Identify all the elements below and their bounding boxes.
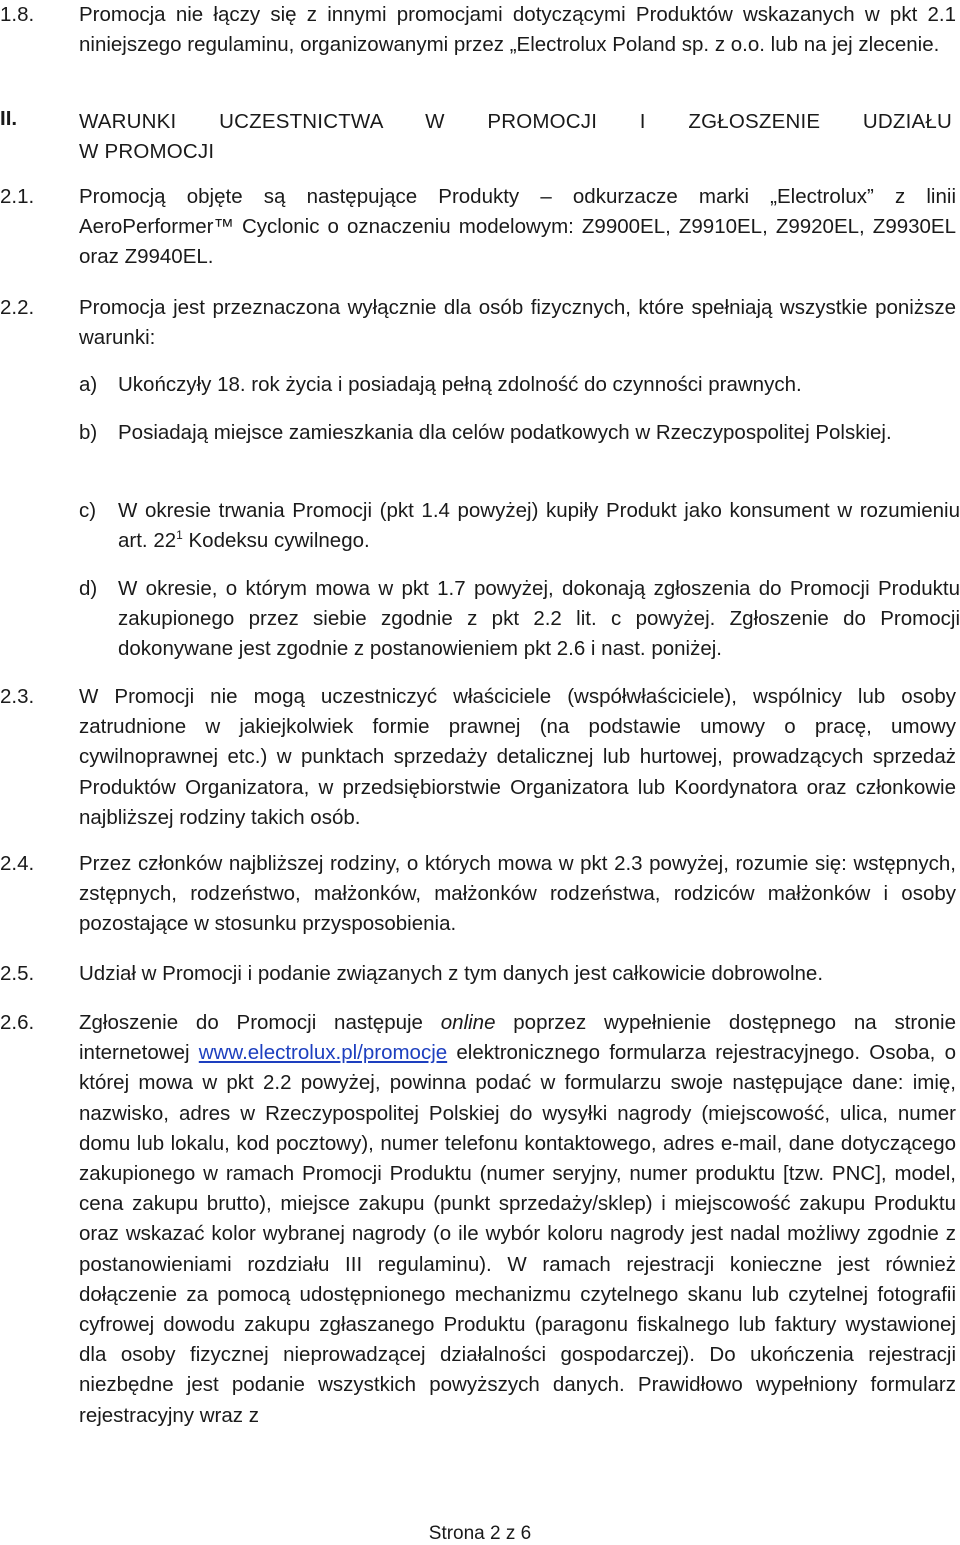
- section-number: 1.8.: [0, 3, 35, 26]
- section-number: 2.4.: [0, 852, 35, 875]
- section-number: 2.3.: [0, 685, 35, 708]
- section-text: Promocją objęte są następujące Produkty – odkurzacze marki „Electrolux” z linii AeroPerformer™ Cyclonic o oznaczeniu modelowym: Z9900EL, Z9910EL, Z9920EL, Z9930EL oraz Z9940EL.: [79, 185, 956, 269]
- section-number: 2.6.: [0, 1011, 35, 1034]
- text-part: elektronicznego formularza rejestracyjnego. Osoba, o której mowa w pkt 2.2 powyżej, powinna podać w formularzu swoje następujące dane: imię, nazwisko, adres w Rzeczypospolitej Polskiej do wysyłki nagrody (miejscowość, ulica, numer domu lub lokalu, kod pocztowy), numer telefonu kontaktowego, adres e-mail, dane dotyczącego zakupionego w ramach Promocji Produktu (numer seryjny, numer produktu [tzw. PNC], model, cena zakupu brutto), miejsce zakupu (punkt sprzedaży/sklep) i miejscowość zakupu Produktu oraz wskazać kolor wybranej nagrody (o ile wybór koloru nagrody jest nadal możliwy zgodnie z postanowieniami rozdziału III regulaminu). W ramach rejestracji konieczne jest również dołączenie za pomocą udostępnionego mechanizmu czytelnego skanu lub czytelnej fotografii cyfrowej dowodu zakupu zgłaszanego Produktu (paragonu fiskalnego lub faktury wystawionej dla osoby fizycznej nieprowadzącej działalności gospodarczej). Do ukończenia rejestracji niezbędne jest podanie wszystkich powyższych danych. Prawidłowo wypełniony formularz rejestracyjny wraz z: [79, 1041, 956, 1427]
- text-part: Zgłoszenie do Promocji następuje: [79, 1011, 441, 1034]
- list-text: [118, 496, 960, 556]
- section-text: W Promocji nie mogą uczestniczyć właściciele (współwłaściciele), wspólnicy lub osoby zatrudnione w jakiejkolwiek formie prawnej (na podstawie umowy o pracę, umowy cywilnoprawnej etc.) w punktach sprzedaży detalicznej lub hurtowej, prowadzących sprzedaż Produktów Organizatora, w przedsiębiorstwie Organizatora lub Koordynatora oraz członkowie najbliższej rodziny takich osób.: [79, 685, 956, 829]
- promo-link[interactable]: www.electrolux.pl/promocje: [198, 1041, 448, 1065]
- list-label: a): [79, 373, 98, 396]
- section-number: 2.5.: [0, 962, 35, 985]
- list-text: Posiadają miejsce zamieszkania dla celów podatkowych w Rzeczypospolitej Polskiej.: [118, 421, 892, 444]
- chapter-number: II.: [0, 107, 18, 130]
- text-part: poprzez wypełnienie dostępnego na stronie internetowej: [79, 1011, 956, 1065]
- list-text-end: Kodeksu cywilnego.: [182, 529, 370, 553]
- section-text: Promocja jest przeznaczona wyłącznie dla osób fizycznych, które spełniają wszystkie poniższe warunki:: [79, 296, 956, 350]
- superscript: 1: [176, 528, 183, 543]
- section-text: Przez członków najbliższej rodziny, o których mowa w pkt 2.3 powyżej, rozumie się: wstępnych, zstępnych, rodzeństwo, małżonków, małżonków rodzeństwa, rodziców małżonków i osoby pozostające w stosunku przysposobienia.: [79, 852, 956, 936]
- section-text: Udział w Promocji i podanie związanych z tym danych jest całkowicie dobrowolne.: [79, 962, 824, 985]
- list-text: Ukończyły 18. rok życia i posiadają pełną zdolność do czynności prawnych.: [118, 373, 802, 396]
- chapter-title-line2: W PROMOCJI: [79, 140, 215, 163]
- text-italic: online: [440, 1011, 496, 1034]
- list-text-main: W okresie trwania Promocji (pkt 1.4 powyżej) kupiły Produkt jako konsument w rozumieniu art. 22: [118, 499, 960, 553]
- list-text: W okresie, o którym mowa w pkt 1.7 powyżej, dokonają zgłoszenia do Promocji Produktu zakupionego przez siebie zgodnie z pkt 2.2 lit. c powyżej. Zgłoszenie do Promocji dokonywane jest zgodnie z postanowieniem pkt 2.6 i nast. poniżej.: [118, 577, 960, 661]
- section-text: [79, 1008, 956, 1431]
- section-number: 2.2.: [0, 296, 35, 319]
- chapter-title-line1: WARUNKI UCZESTNICTWA W PROMOCJI I ZGŁOSZENIE UDZIAŁU: [79, 110, 952, 133]
- section-text: Promocja nie łączy się z innymi promocjami dotyczącymi Produktów wskazanych w pkt 2.1 niniejszego regulaminu, organizowanymi przez „Electrolux Poland sp. z o.o. lub na jej zlecenie.: [79, 3, 956, 57]
- page-footer: Strona 2 z 6: [428, 1523, 532, 1544]
- section-number: 2.1.: [0, 185, 35, 208]
- list-label: b): [79, 421, 98, 444]
- list-label: c): [79, 499, 97, 522]
- list-label: d): [79, 577, 98, 600]
